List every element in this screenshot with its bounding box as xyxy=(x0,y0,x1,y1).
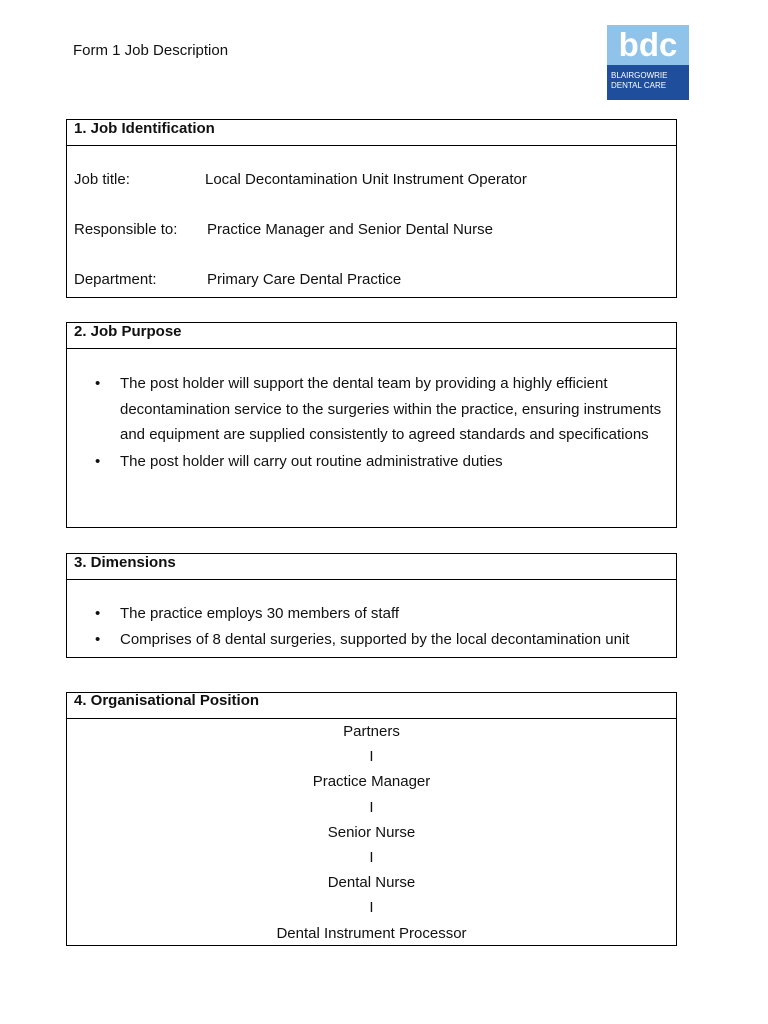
row-label: Responsible to: xyxy=(74,221,178,238)
organisational-position-section xyxy=(66,692,677,946)
row-value: Primary Care Dental Practice xyxy=(207,271,402,288)
section-heading: 2. Job Purpose xyxy=(67,323,676,349)
dimensions-section xyxy=(66,553,677,658)
list-item-text: Comprises of 8 dental surgeries, supported by the local decontamination unit xyxy=(120,630,630,648)
org-connector: I xyxy=(369,848,374,866)
dimensions-list xyxy=(95,601,664,652)
section-heading: 4. Organisational Position xyxy=(67,693,676,719)
list-item-text: The post holder will support the dental team by providing a highly efficient decontamination service to the surgeries within the practice, ensuring instruments and equipment are supplied consistently to agreed standards and specifications xyxy=(120,375,662,443)
logo-text xyxy=(607,65,689,100)
org-connector: I xyxy=(369,899,374,917)
org-chart xyxy=(67,719,676,946)
document-title: Form 1 Job Description xyxy=(73,42,229,59)
row-value: Practice Manager and Senior Dental Nurse xyxy=(207,221,493,238)
job-purpose-section xyxy=(66,322,677,528)
list-item: • The practice employs 30 members of staff xyxy=(95,605,400,622)
list-item-text: The practice employs 30 members of staff xyxy=(120,605,400,622)
org-level-partners: Partners xyxy=(343,723,400,740)
responsible-to-row xyxy=(74,221,493,238)
org-level-senior-nurse: Senior Nurse xyxy=(327,823,416,841)
section-heading: 1. Job Identification xyxy=(67,120,676,146)
row-label: Job title: xyxy=(74,171,130,188)
list-item: • Comprises of 8 dental surgeries, supported by the local decontamination unit xyxy=(95,630,630,648)
org-level-practice-manager: Practice Manager xyxy=(312,773,431,791)
row-label: Department: xyxy=(74,271,157,288)
org-connector: I xyxy=(369,748,374,766)
logo-line-2: DENTAL CARE xyxy=(611,81,667,90)
row-value: Local Decontamination Unit Instrument Operator xyxy=(205,171,527,188)
list-item: • The post holder will support the dental team by providing a highly efficient decontamination service to the surgeries within the practice, ensuring instruments and equipment are supplied consistently to agreed standards and specifications xyxy=(95,375,662,443)
job-identification-section xyxy=(66,119,677,298)
purpose-list xyxy=(95,371,664,474)
list-item-text: The post holder will carry out routine administrative duties xyxy=(120,452,503,470)
bdc-logo xyxy=(607,25,689,100)
org-level-dental-nurse: Dental Nurse xyxy=(327,874,416,892)
job-title-row xyxy=(74,171,527,188)
org-level-instrument-processor: Dental Instrument Processor xyxy=(276,924,467,942)
logo-line-1: BLAIRGOWRIE xyxy=(611,71,668,80)
section-heading: 3. Dimensions xyxy=(67,554,676,580)
department-row xyxy=(74,271,402,288)
logo-mark: bdc xyxy=(607,25,689,65)
list-item: • The post holder will carry out routine administrative duties xyxy=(95,452,503,470)
org-connector: I xyxy=(369,798,374,816)
